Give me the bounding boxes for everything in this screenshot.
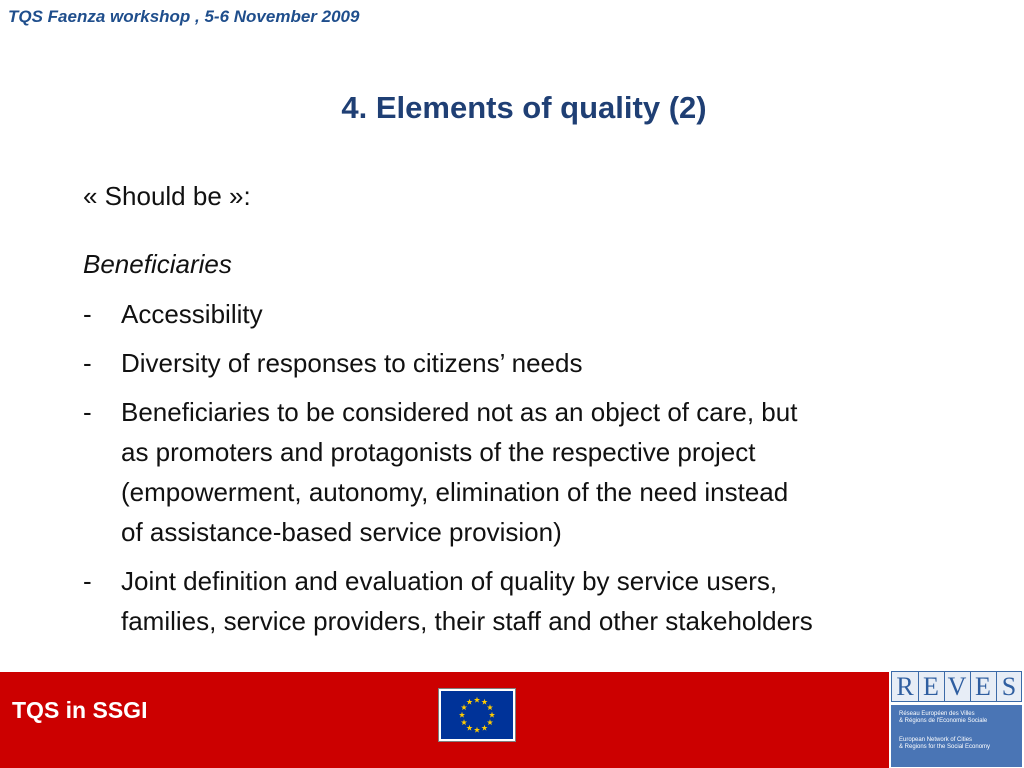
- reves-tagline: [891, 705, 1022, 767]
- list-item: [83, 561, 983, 641]
- list-item-line: Joint definition and evaluation of quality by service users,: [121, 566, 778, 596]
- reves-letter: V: [947, 672, 967, 701]
- list-item: [83, 392, 983, 552]
- list-item-line: Accessibility: [121, 299, 263, 329]
- reves-letter: E: [923, 672, 939, 701]
- reves-tagline-line: & Regions for the Social Economy: [899, 744, 991, 750]
- lead-text: « Should be »:: [83, 181, 251, 211]
- reves-tagline-line: & Régions de l'Economie Sociale: [899, 718, 988, 724]
- reves-letter: E: [975, 672, 991, 701]
- reves-logo: [889, 669, 1024, 768]
- section-heading: Beneficiaries: [83, 249, 232, 279]
- bullet-dash: -: [83, 566, 92, 596]
- workshop-header: TQS Faenza workshop , 5-6 November 2009: [8, 7, 360, 26]
- eu-flag-graphic: [441, 691, 513, 739]
- reves-letter: S: [1001, 672, 1017, 701]
- reves-tagline-line: Réseau Européen des Villes: [899, 711, 975, 717]
- list-item: [83, 294, 983, 334]
- list-item-line: Diversity of responses to citizens’ needs: [121, 348, 583, 378]
- list-item-line: of assistance-based service provision): [121, 517, 562, 547]
- footer-label: TQS in SSGI: [12, 697, 148, 723]
- slide-body: [83, 176, 983, 650]
- list-item-line: (empowerment, autonomy, elimination of the need instead: [121, 477, 789, 507]
- bullet-dash: -: [83, 348, 92, 378]
- list-item-line: families, service providers, their staff and other stakeholders: [121, 606, 813, 636]
- reves-tagline-line: European Network of Cities: [899, 737, 973, 743]
- beneficiaries-list: [83, 294, 983, 641]
- list-item: [83, 343, 983, 383]
- reves-wordmark: [891, 671, 1022, 702]
- list-item-line: as promoters and protagonists of the respective project: [121, 437, 756, 467]
- list-item-line: Beneficiaries to be considered not as an object of care, but: [121, 397, 798, 427]
- slide-title: 4. Elements of quality (2): [341, 90, 707, 125]
- bullet-dash: -: [83, 299, 92, 329]
- bullet-dash: -: [83, 397, 92, 427]
- reves-letter: R: [896, 672, 914, 701]
- eu-flag-icon: [438, 688, 516, 742]
